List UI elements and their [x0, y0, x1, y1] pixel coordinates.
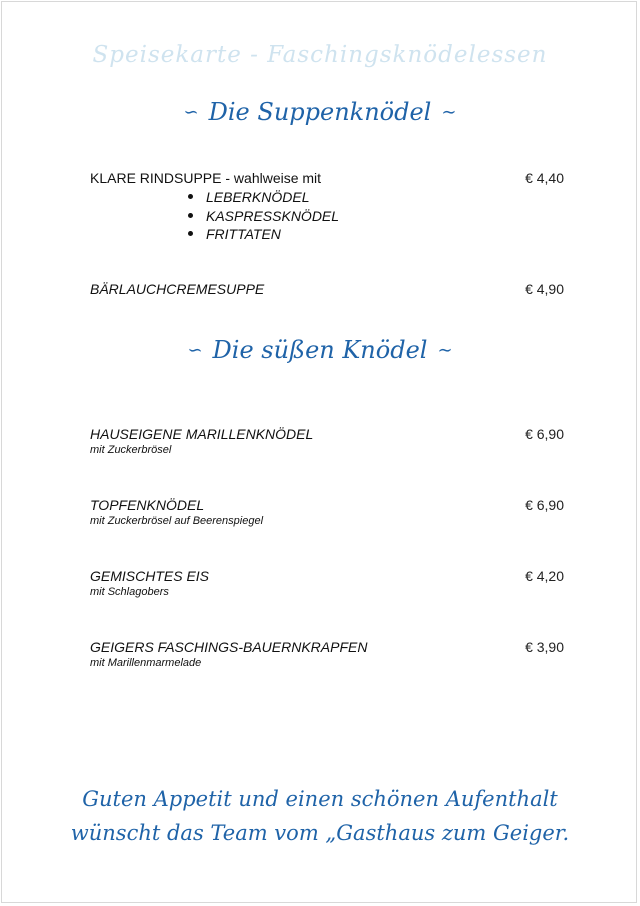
item-name: GEIGERS FASCHINGS-BAUERNKRAPFEN	[90, 639, 368, 655]
ornament-right-icon: ∼	[441, 102, 457, 123]
section-heading-sweet	[0, 336, 640, 364]
item-name: TOPFENKNÖDEL	[90, 497, 205, 513]
item-description: mit Marillenmarmelade	[90, 657, 202, 669]
item-description: mit Schlagobers	[90, 586, 169, 598]
item-name: KLARE RINDSUPPE - wahlweise mit	[90, 170, 322, 186]
section-title-sweet: Die süßen Knödel	[212, 336, 428, 364]
ornament-right-icon: ∼	[437, 340, 453, 361]
menu-item-baerlauch	[90, 281, 570, 297]
item-price: € 4,90	[525, 281, 564, 297]
ornament-left-icon: ∽	[183, 102, 199, 123]
item-price: € 4,40	[525, 170, 564, 186]
menu-item-eis	[90, 568, 570, 598]
section-title-soups: Die Suppenknödel	[208, 98, 432, 126]
menu-item-marillenknoedel	[90, 426, 570, 456]
closing-message	[0, 782, 640, 850]
ornament-left-icon: ∽	[187, 340, 203, 361]
closing-line-2: wünscht das Team vom „Gasthaus zum Geiger.	[70, 821, 570, 845]
closing-line-1: Guten Appetit und einen schönen Aufenthalt	[82, 787, 558, 811]
item-name: BÄRLAUCHCREMESUPPE	[90, 281, 265, 297]
list-item: KASPRESSKNÖDEL	[188, 207, 339, 226]
item-name: HAUSEIGENE MARILLENKNÖDEL	[90, 426, 314, 442]
menu-item-bauernkrapfen	[90, 639, 570, 669]
list-item: LEBERKNÖDEL	[188, 188, 339, 207]
bullet-icon	[188, 231, 193, 236]
bullet-icon	[188, 213, 193, 218]
item-price: € 6,90	[525, 426, 564, 442]
soup-options-list	[188, 188, 339, 244]
list-item: FRITTATEN	[188, 225, 339, 244]
item-description: mit Zuckerbrösel auf Beerenspiegel	[90, 515, 264, 527]
menu-item-topfenknoedel	[90, 497, 570, 527]
item-price: € 6,90	[525, 497, 564, 513]
item-description: mit Zuckerbrösel	[90, 444, 172, 456]
item-name: GEMISCHTES EIS	[90, 568, 210, 584]
section-heading-soups	[0, 98, 640, 126]
bullet-icon	[188, 194, 193, 199]
item-price: € 3,90	[525, 639, 564, 655]
item-price: € 4,20	[525, 568, 564, 584]
menu-item-rindsuppe	[90, 170, 570, 186]
page-title: Speisekarte - Faschingsknödelessen	[92, 42, 548, 68]
